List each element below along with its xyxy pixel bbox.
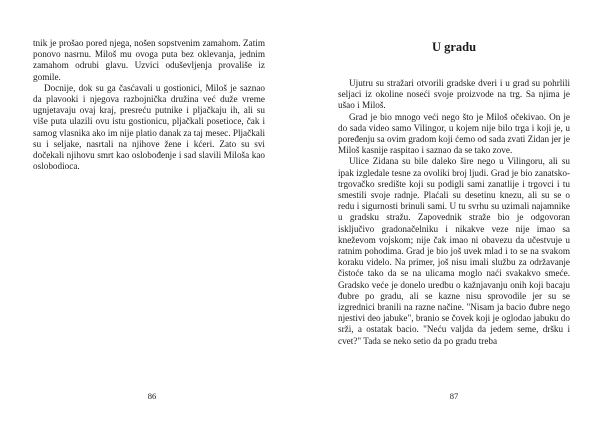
page-number: 87 [449, 391, 459, 401]
paragraph: Docnije, dok su ga časćavali u gostionici, Miloš je saznao da plavooki i njegova razbojnička družina već duže vreme ugnjetavaju ovaj kraj, presreću putnike i pljačkaju ih, ali su više puta ulazili ovu istu gostionicu, pljačkali posetioce, čak i samog vlasnika ako im nije platio danak za taj mesec. Pljačkali su i seljake, nasrtali na njihove žene i kćeri. Zato su svi dočekali njihovu smrt kao oslobođenje i sad slavili Miloša kao oslobodioca. [33, 82, 265, 172]
page-number: 86 [147, 391, 157, 401]
left-page-text [33, 38, 265, 172]
paragraph: Ujutru su stražari otvorili gradske dveri i u grad su pohrlili seljaci iz okoline noseći svoje proizvode na trg. Sa njima je ušao i Miloš. [338, 78, 570, 111]
right-page-text [338, 78, 570, 347]
chapter-title: U gradu [431, 40, 477, 54]
paragraph: Ulice Zidana su bile daleko šire nego u Vilingoru, ali su ipak izgledale tesne za ovoliki broj ljudi. Grad je bio zanatsko-trgovačko središte koji su podigli sami zanatlije i trgovci i tu smestili svoje radnje. Plaćali su desetinu knezu, ali su se o redu i sigurnosti brinuli sami. U tu svrhu su uzimali najamnike u gradsku stražu. Zapovednik straže bio je odgovoran isključivo gradonačelniku i nikakve veze nije imao sa kneževom vojskom; nije čak imao ni obavezu da učestvuje u ratnim pohodima. Grad je bio još uvek mlad i to se na svakom koraku videlo. Na primer, još nisu imali službu za održavanje čistoće tako da se na ulicama moglo naći svakakvo smeće. Gradsko veće je donelo uredbu o kažnjavanju onih koji bacaju đubre po gradu, ali se kazne nisu sprovodile jer su se izgrednici branili na razne načine. "Nisam ja bacio đubre nego njestivi deo jabuke", branio se čovek koji je oglodao jabuku do srži, a ostatak bacio. "Neću valjda da jedem seme, dršku i cvet?" Tada se neko setio da po gradu treba [338, 156, 570, 346]
paragraph: tnik je prošao pored njega, nošen sopstvenim zamahom. Zatim ponovo nasrnu. Miloš mu ovoga puta bez oklevanja, jednim zamahom odrubi glavu. Uzvici oduševljenja provališe iz gomile. [33, 38, 265, 82]
right-page [300, 0, 600, 424]
paragraph: Grad je bio mnogo veći nego što je Miloš očekivao. On je do sada video samo Vilingor, u kojem nije bilo trga i koji je, u poređenju sa ovim gradom koji ćemo od sada zvati Zidan jer je Miloš kasnije raspitao i saznao da se tako zove. [338, 111, 570, 156]
